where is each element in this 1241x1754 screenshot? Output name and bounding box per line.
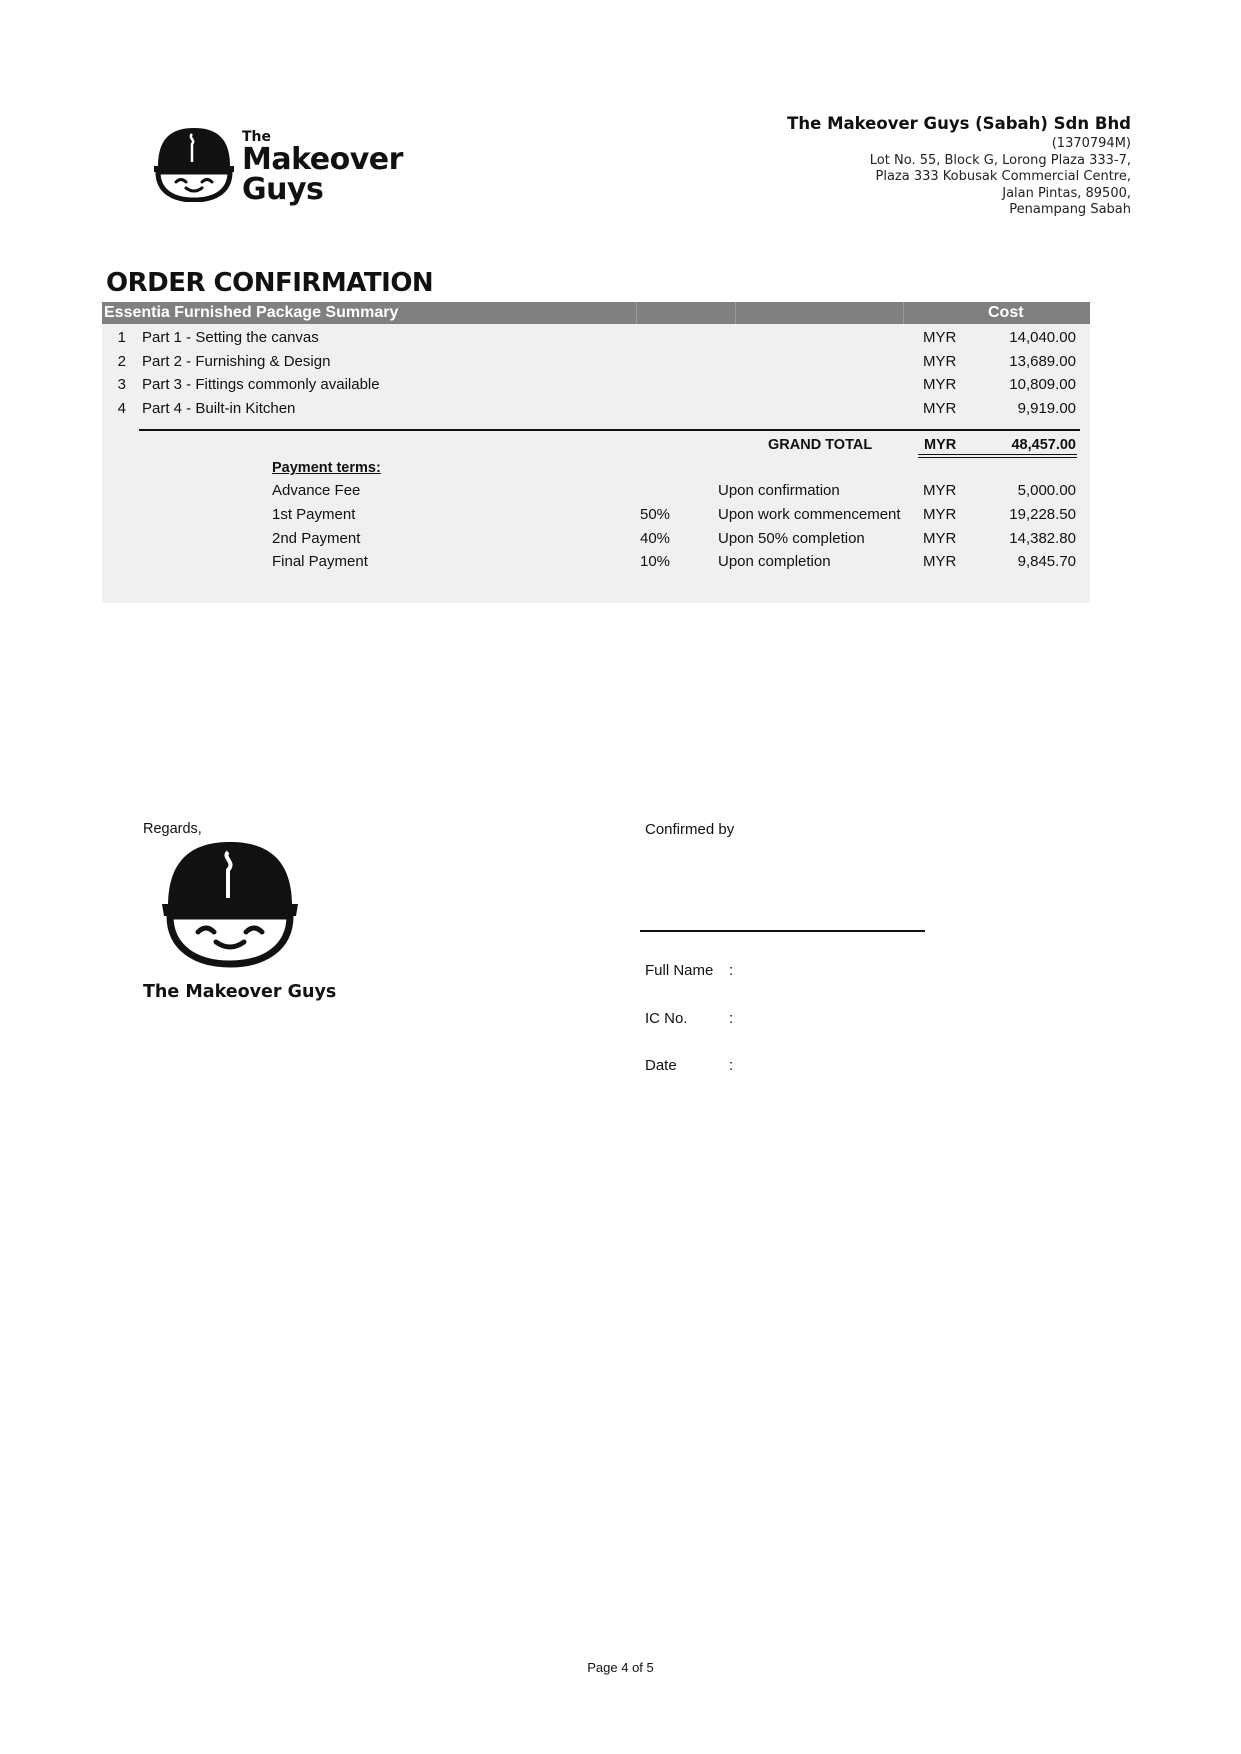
payment-currency: MYR — [923, 530, 957, 547]
payment-amount: 5,000.00 — [1017, 482, 1076, 499]
item-number: 1 — [117, 329, 126, 346]
payment-condition: Upon confirmation — [718, 482, 840, 499]
page-title: ORDER CONFIRMATION — [106, 268, 434, 298]
company-reg-no: (1370794M) — [1051, 136, 1131, 151]
confirmed-by-label: Confirmed by — [645, 821, 735, 838]
item-description: Part 1 - Setting the canvas — [142, 329, 319, 346]
makeover-guys-face-icon — [160, 838, 300, 968]
date-label: Date — [645, 1057, 677, 1074]
item-amount: 10,809.00 — [1009, 376, 1076, 393]
payment-condition: Upon work commencement — [718, 506, 901, 523]
field-colon: : — [729, 1057, 734, 1074]
item-number: 4 — [117, 400, 126, 417]
payment-label: Final Payment — [272, 553, 368, 570]
item-description: Part 4 - Built-in Kitchen — [142, 400, 296, 417]
signature-line — [640, 930, 925, 932]
payment-percent: 50% — [640, 506, 671, 523]
summary-header-bar — [102, 302, 1090, 324]
item-currency: MYR — [923, 400, 957, 417]
grand-total-amount: 48,457.00 — [1011, 437, 1076, 453]
signature-logo — [160, 838, 300, 968]
cost-heading: Cost — [988, 304, 1024, 321]
item-description: Part 3 - Fittings commonly available — [142, 376, 380, 393]
item-currency: MYR — [923, 353, 957, 370]
payment-condition: Upon 50% completion — [718, 530, 865, 547]
ic-no-label: IC No. — [645, 1010, 688, 1027]
payment-percent: 40% — [640, 530, 671, 547]
payment-amount: 14,382.80 — [1009, 530, 1076, 547]
payment-amount: 9,845.70 — [1017, 553, 1076, 570]
item-number: 3 — [117, 376, 126, 393]
payment-amount: 19,228.50 — [1009, 506, 1076, 523]
payment-currency: MYR — [923, 506, 957, 523]
company-logo — [152, 126, 452, 206]
payment-label: 1st Payment — [272, 506, 356, 523]
payment-label: Advance Fee — [272, 482, 361, 499]
payment-terms-title: Payment terms: — [272, 460, 381, 476]
item-amount: 13,689.00 — [1009, 353, 1076, 370]
signer-name: The Makeover Guys — [143, 982, 337, 1002]
makeover-guys-face-logo-icon — [152, 126, 236, 202]
payment-label: 2nd Payment — [272, 530, 361, 547]
item-currency: MYR — [923, 329, 957, 346]
double-underline — [918, 457, 1077, 458]
page-number: Page 4 of 5 — [587, 1660, 654, 1675]
item-currency: MYR — [923, 376, 957, 393]
logo-word-guys: Guys — [242, 172, 324, 207]
payment-percent: 10% — [640, 553, 671, 570]
company-address-line: Lot No. 55, Block G, Lorong Plaza 333-7, — [869, 152, 1131, 168]
header-divider — [903, 302, 904, 324]
field-colon: : — [729, 1010, 734, 1027]
field-colon: : — [729, 962, 734, 979]
item-amount: 9,919.00 — [1017, 400, 1076, 417]
regards-text: Regards, — [143, 821, 202, 837]
payment-currency: MYR — [923, 482, 957, 499]
company-name: The Makeover Guys (Sabah) Sdn Bhd — [787, 114, 1131, 133]
double-underline — [918, 454, 1077, 455]
company-address-line: Penampang Sabah — [1009, 202, 1131, 217]
total-rule — [139, 429, 1080, 431]
logo-word-makeover: Makeover — [242, 142, 403, 177]
grand-total-label: GRAND TOTAL — [768, 437, 873, 453]
header-divider — [735, 302, 736, 324]
logo-word-the: The — [242, 129, 272, 145]
item-description: Part 2 - Furnishing & Design — [142, 353, 331, 370]
company-address-line: Plaza 333 Kobusak Commercial Centre, — [875, 169, 1131, 184]
item-number: 2 — [117, 353, 126, 370]
header-divider — [636, 302, 637, 324]
company-details — [787, 114, 1131, 219]
summary-heading: Essentia Furnished Package Summary — [104, 304, 399, 321]
company-address-line: Jalan Pintas, 89500, — [1002, 185, 1131, 201]
full-name-label: Full Name — [645, 962, 714, 979]
payment-condition: Upon completion — [718, 553, 831, 570]
grand-total-currency: MYR — [924, 437, 957, 453]
payment-currency: MYR — [923, 553, 957, 570]
item-amount: 14,040.00 — [1009, 329, 1076, 346]
